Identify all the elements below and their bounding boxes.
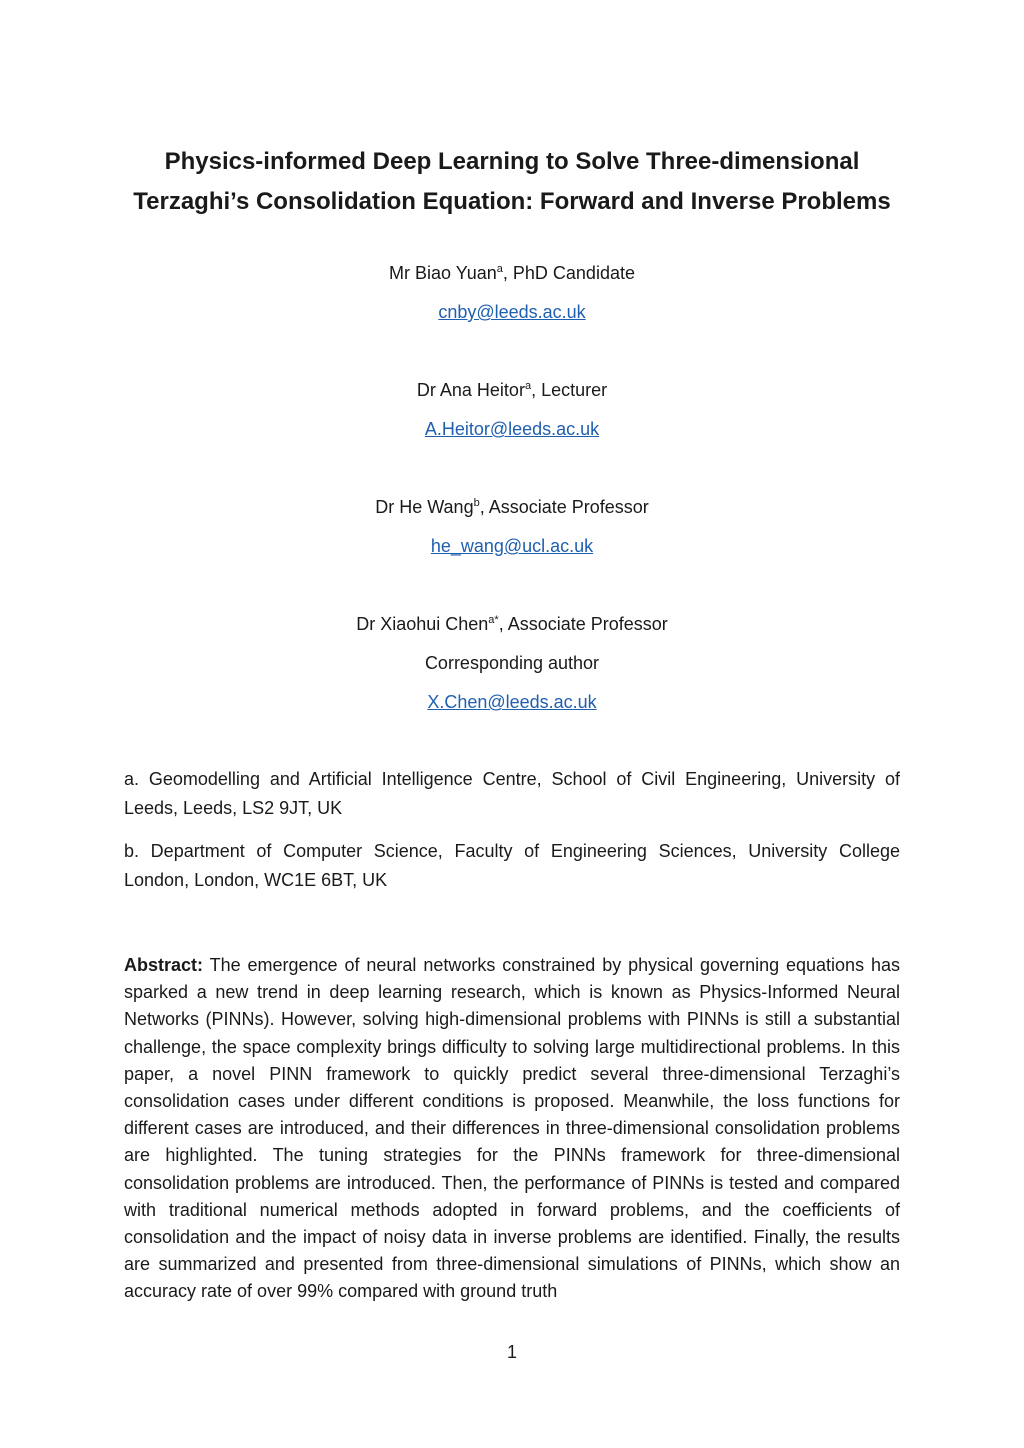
affiliation-b: b. Department of Computer Science, Faculty of Engineering Sciences, University College London, London, WC1E 6BT, UK [124, 841, 900, 890]
author-2 [100, 378, 924, 402]
author-1-email-line [100, 300, 924, 324]
author-4-email-line [100, 690, 924, 714]
author-2-email-link[interactable]: A.Heitor@leeds.ac.uk [424, 419, 600, 439]
paper-title [100, 142, 924, 222]
affiliation-a: a. Geomodelling and Artificial Intelligence Centre, School of Civil Engineering, University of Leeds, Leeds, LS2 9JT, UK [124, 769, 900, 818]
corresponding-author-note [100, 651, 924, 675]
author-2-affil-mark: a [524, 380, 532, 392]
author-4-email-link[interactable]: X.Chen@leeds.ac.uk [427, 692, 597, 712]
author-1-name: Mr Biao Yuan [389, 263, 497, 283]
author-2-role: , Lecturer [531, 380, 608, 400]
author-4-name: Dr Xiaohui Chen [356, 614, 489, 634]
author-3-name: Dr He Wang [375, 497, 474, 517]
author-4-affil-mark: a* [488, 614, 499, 626]
author-2-email-line [100, 417, 924, 441]
author-1-affil-mark: a [496, 263, 503, 275]
author-2-name: Dr Ana Heitor [416, 380, 525, 400]
abstract [124, 952, 900, 1306]
page-number: 1 [506, 1342, 517, 1362]
author-1 [100, 261, 924, 285]
author-4 [100, 612, 924, 636]
title-line-2: Terzaghi’s Consolidation Equation: Forward and Inverse Problems [133, 188, 891, 215]
abstract-label: Abstract: [124, 955, 204, 975]
author-4-role: , Associate Professor [498, 614, 668, 634]
author-3-affil-mark: b [473, 497, 480, 509]
author-3 [100, 495, 924, 519]
author-3-email-line [100, 534, 924, 558]
author-1-email-link[interactable]: cnby@leeds.ac.uk [438, 302, 586, 322]
author-1-role: , PhD Candidate [502, 263, 635, 283]
author-4-note: Corresponding author [424, 653, 600, 673]
author-3-email-link[interactable]: he_wang@ucl.ac.uk [430, 536, 594, 556]
author-3-role: , Associate Professor [479, 497, 649, 517]
abstract-text: The emergence of neural networks constrained by physical governing equations has sparked a new trend in deep learning research, which is known as Physics-Informed Neural Networks (PINNs). However, solving high-dimensional problems with PINNs is still a substantial challenge, the space complexity brings difficulty to solving large multidirectional problems. In this paper, a novel PINN framework to quickly predict several three-dimensional Terzaghi’s consolidation cases under different conditions is proposed. Meanwhile, the loss functions for different cases are introduced, and their differences in three-dimensional consolidation problems are highlighted. The tuning strategies for the PINNs framework for three-dimensional consolidation problems are introduced. Then, the performance of PINNs is tested and compared with traditional numerical methods adopted in forward problems, and the coefficients of consolidation and the impact of noisy data in inverse problems are identified. Finally, the results are summarized and presented from three-dimensional simulations of PINNs, which show an accuracy rate of over 99% compared with ground truth [124, 955, 900, 1302]
title-line-1: Physics-informed Deep Learning to Solve Three-dimensional [164, 148, 860, 175]
